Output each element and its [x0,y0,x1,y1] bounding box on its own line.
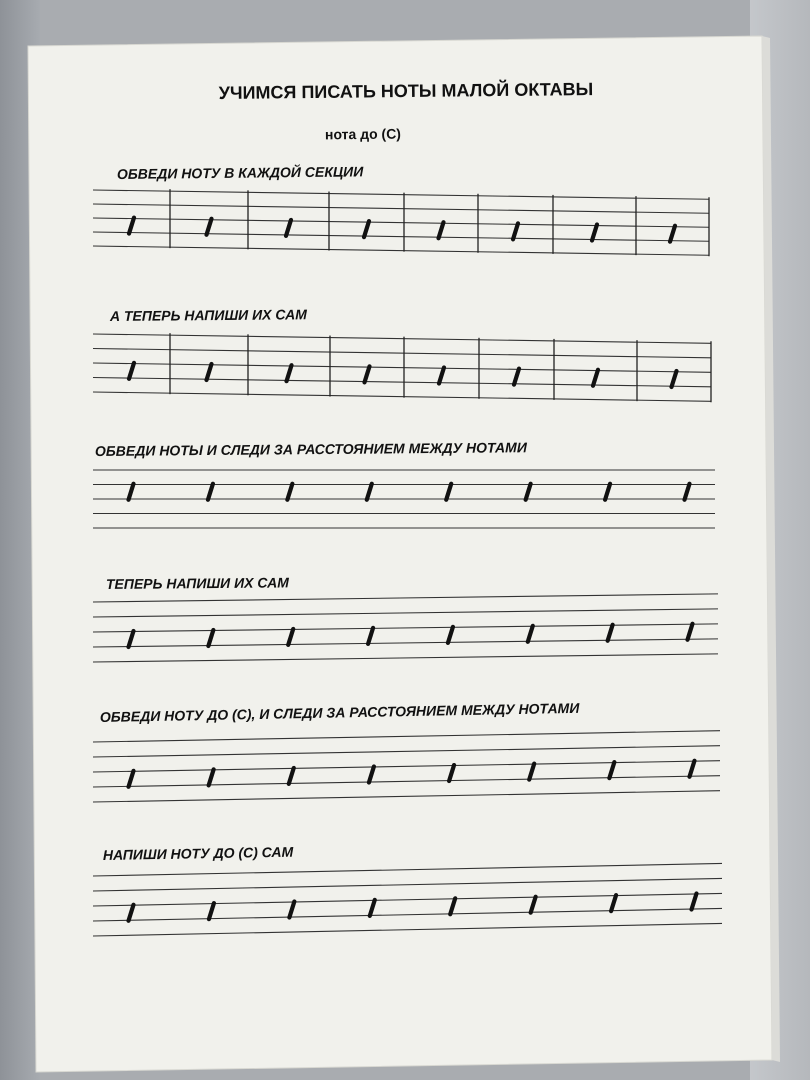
paper-sheet [28,36,772,1072]
section-3-instruction: ОБВЕДИ НОТЫ И СЛЕДИ ЗА РАССТОЯНИЕМ МЕЖДУ НОТАМИ [94,439,527,459]
section-2-instruction: А ТЕПЕРЬ НАПИШИ ИХ САМ [109,306,307,324]
page-subtitle: нота до (C) [324,125,402,143]
page-title: УЧИМСЯ ПИСАТЬ НОТЫ МАЛОЙ ОКТАВЫ [218,79,594,103]
section-4-instruction: ТЕПЕРЬ НАПИШИ ИХ САМ [105,574,289,592]
section-1-instruction: ОБВЕДИ НОТУ В КАЖДОЙ СЕКЦИИ [116,163,364,182]
section-5-instruction: ОБВЕДИ НОТУ ДО (С), И СЛЕДИ ЗА РАССТОЯНИЕМ МЕЖДУ НОТАМИ [99,699,580,725]
section-6-instruction: НАПИШИ НОТУ ДО (С) САМ [102,843,294,863]
